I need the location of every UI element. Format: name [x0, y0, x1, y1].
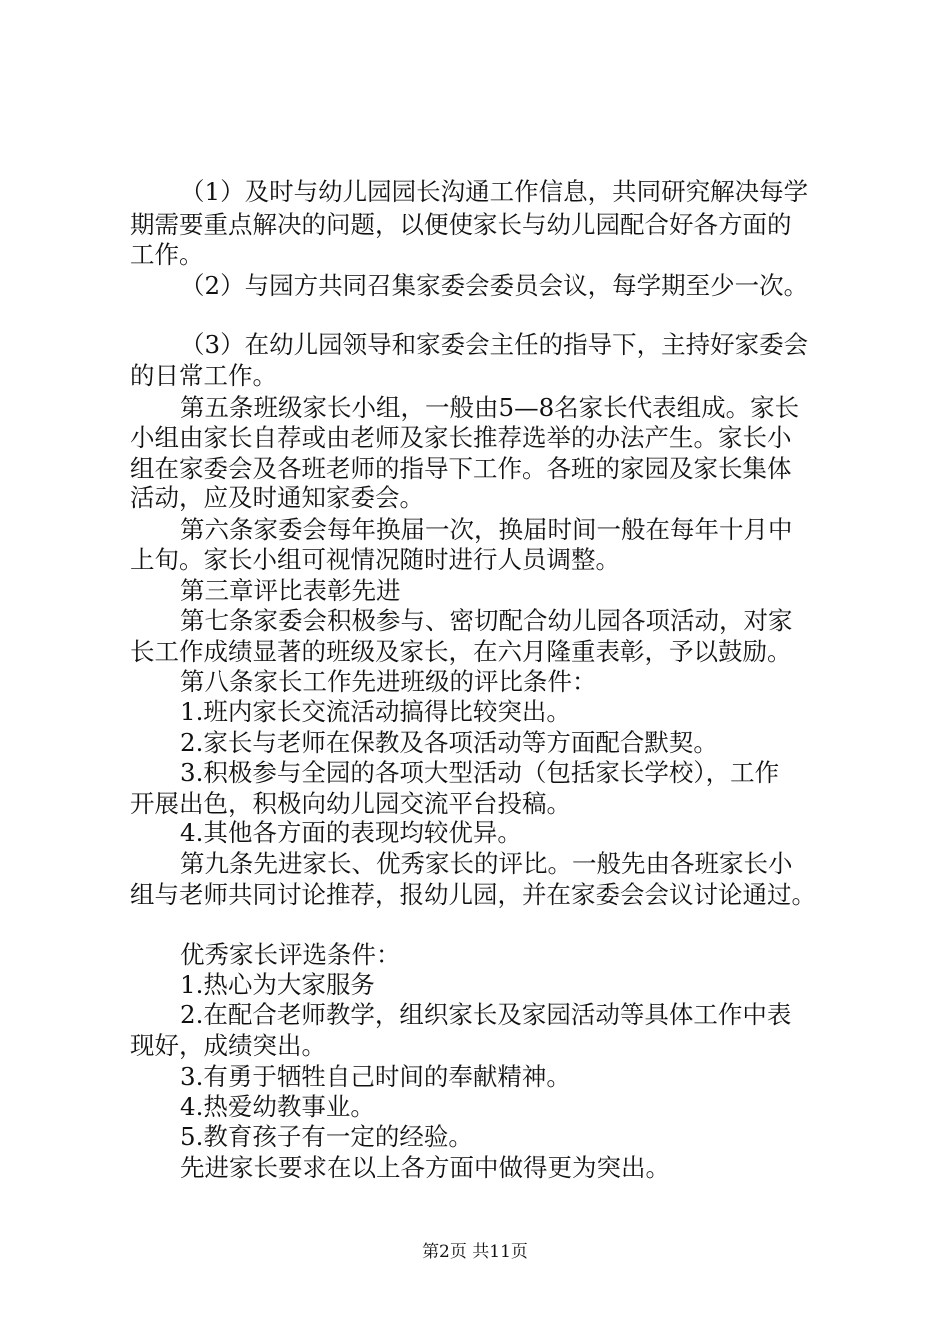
list-item: 1.班内家长交流活动搞得比较突出。: [180, 697, 571, 726]
paragraph-line: 活动，应及时通知家委会。: [130, 483, 424, 512]
paragraph-line: 期需要重点解决的问题，以便使家长与幼儿园配合好各方面的: [130, 210, 792, 239]
paragraph-line: 第五条班级家长小组，一般由5—8名家长代表组成。家长: [180, 393, 800, 422]
list-item: 2.在配合老师教学，组织家长及家园活动等具体工作中表: [180, 1000, 792, 1029]
paragraph-line: 上旬。家长小组可视情况随时进行人员调整。: [130, 545, 620, 574]
list-item: 5.教育孩子有一定的经验。: [180, 1122, 473, 1151]
list-item: 3.有勇于牺牲自己时间的奉献精神。: [180, 1062, 571, 1091]
paragraph-line: 长工作成绩显著的班级及家长，在六月隆重表彰，予以鼓励。: [130, 637, 792, 666]
paragraph-line: 第六条家委会每年换届一次，换届时间一般在每年十月中: [180, 515, 793, 544]
paragraph-line: 现好，成绩突出。: [130, 1031, 326, 1060]
paragraph-line: （2）与园方共同召集家委会委员会议，每学期至少一次。: [180, 271, 809, 300]
paragraph-line: 的日常工作。: [130, 361, 277, 390]
paragraph-line: 小组由家长自荐或由老师及家长推荐选举的办法产生。家长小: [130, 423, 792, 452]
paragraph-line: （3）在幼儿园领导和家委会主任的指导下，主持好家委会: [180, 330, 809, 359]
paragraph-line: 第八条家长工作先进班级的评比条件：: [180, 667, 597, 696]
paragraph-line: 组与老师共同讨论推荐，报幼儿园，并在家委会会议讨论通过。: [130, 880, 816, 909]
section-heading: 第三章评比表彰先进: [180, 576, 401, 605]
paragraph-line: 第七条家委会积极参与、密切配合幼儿园各项活动，对家: [180, 606, 793, 635]
page-number-footer: 第2页 共11页: [422, 1242, 528, 1262]
list-item: 2.家长与老师在保教及各项活动等方面配合默契。: [180, 728, 718, 757]
paragraph-line: 组在家委会及各班老师的指导下工作。各班的家园及家长集体: [130, 454, 792, 483]
paragraph-line: 工作。: [130, 240, 204, 269]
paragraph-line: 先进家长要求在以上各方面中做得更为突出。: [180, 1153, 670, 1182]
list-item: 4.热爱幼教事业。: [180, 1092, 375, 1121]
paragraph-line: 第九条先进家长、优秀家长的评比。一般先由各班家长小: [180, 849, 793, 878]
paragraph-line: 优秀家长评选条件：: [180, 940, 401, 969]
list-item: 1.热心为大家服务: [180, 970, 375, 999]
paragraph-line: 开展出色，积极向幼儿园交流平台投稿。: [130, 789, 571, 818]
list-item: 3.积极参与全园的各项大型活动（包括家长学校），工作: [180, 758, 780, 787]
list-item: 4.其他各方面的表现均较优异。: [180, 818, 522, 847]
paragraph-line: （1）及时与幼儿园园长沟通工作信息，共同研究解决每学: [180, 177, 809, 206]
